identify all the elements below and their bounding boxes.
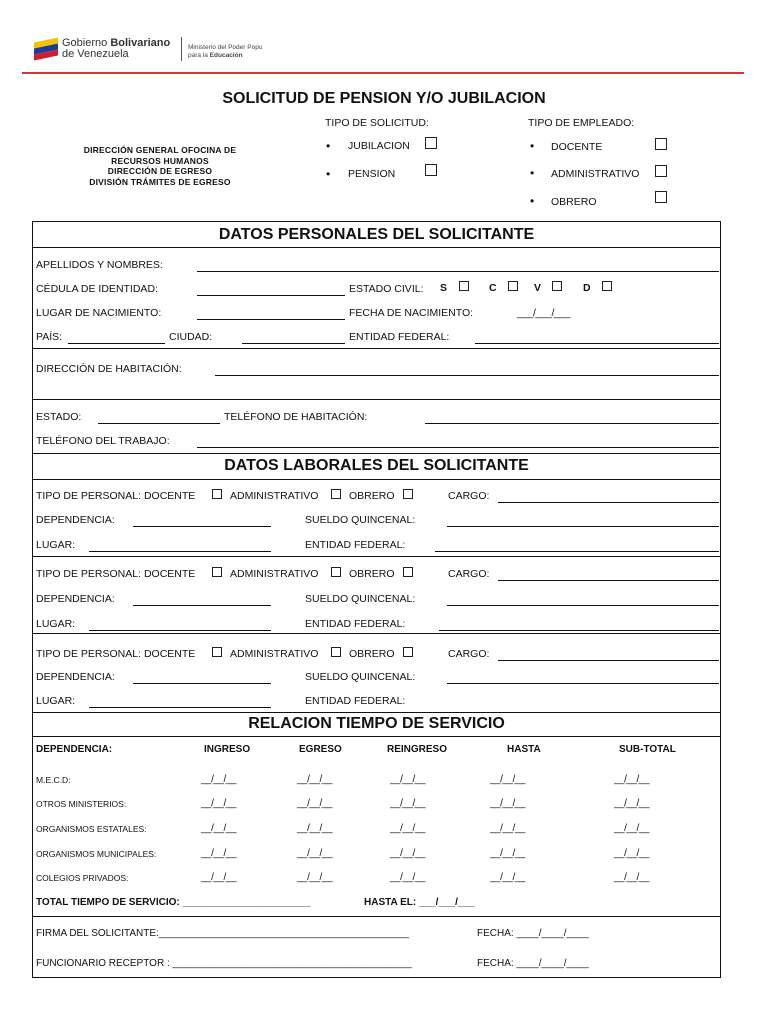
tipo-personal-label: TIPO DE PERSONAL: DOCENTE xyxy=(36,648,196,660)
estado-civil-label: ESTADO CIVIL: xyxy=(349,283,424,295)
docente-label: DOCENTE xyxy=(551,141,603,153)
subtotal-date[interactable]: __/__/__ xyxy=(614,798,649,809)
obrero-label: OBRERO xyxy=(551,196,597,208)
apellidos-field[interactable] xyxy=(197,271,719,272)
bullet: • xyxy=(326,139,331,153)
entidad-label: ENTIDAD FEDERAL: xyxy=(305,695,406,707)
obrero-label: OBRERO xyxy=(349,648,395,660)
firma-fecha-field[interactable]: FECHA: ____/____/____ xyxy=(477,928,589,939)
cargo-label: CARGO: xyxy=(448,490,490,502)
ingreso-date[interactable]: __/__/__ xyxy=(201,848,236,859)
divider xyxy=(32,736,721,737)
obrero-label: OBRERO xyxy=(349,568,395,580)
cargo-field[interactable] xyxy=(498,660,719,661)
obrero-checkbox[interactable] xyxy=(403,647,413,657)
government-logo xyxy=(34,36,294,66)
government-name: Gobierno Bolivariano de Venezuela xyxy=(62,37,171,60)
entidad-label: ENTIDAD FEDERAL: xyxy=(305,539,406,551)
direccion-label: DIRECCIÓN DE HABITACIÓN: xyxy=(36,363,182,375)
lugar-field[interactable] xyxy=(89,707,271,708)
bullet: • xyxy=(530,139,535,153)
fecha-nacimiento-label: FECHA DE NACIMIENTO: xyxy=(349,307,474,319)
col-egreso: EGRESO xyxy=(299,744,342,755)
header-rule xyxy=(22,72,744,74)
administrativo-checkbox[interactable] xyxy=(331,567,341,577)
administrativo-label: ADMINISTRATIVO xyxy=(230,568,319,580)
entidad-federal-field[interactable] xyxy=(475,343,719,344)
divider xyxy=(32,916,721,917)
docente-checkbox[interactable] xyxy=(212,567,222,577)
ingreso-date[interactable]: __/__/__ xyxy=(201,872,236,883)
docente-checkbox[interactable] xyxy=(212,647,222,657)
egreso-date[interactable]: __/__/__ xyxy=(297,774,332,785)
reingreso-date[interactable]: __/__/__ xyxy=(390,823,425,834)
ingreso-date[interactable]: __/__/__ xyxy=(201,823,236,834)
row-label: M.E.C.D: xyxy=(36,775,71,785)
telefono-habitacion-label: TELÉFONO DE HABITACIÓN: xyxy=(224,411,368,423)
egreso-date[interactable]: __/__/__ xyxy=(297,848,332,859)
obrero-checkbox[interactable] xyxy=(655,191,667,203)
entidad-label: ENTIDAD FEDERAL: xyxy=(305,618,406,630)
reingreso-date[interactable]: __/__/__ xyxy=(390,774,425,785)
direccion-field[interactable] xyxy=(215,375,719,376)
docente-checkbox[interactable] xyxy=(655,138,667,150)
personal-section-title: DATOS PERSONALES DEL SOLICITANTE xyxy=(218,226,535,243)
lugar-nacimiento-label: LUGAR DE NACIMIENTO: xyxy=(36,307,162,319)
lugar-label: LUGAR: xyxy=(36,539,76,551)
venezuela-flag-icon xyxy=(34,37,58,60)
apellidos-label: APELLIDOS Y NOMBRES: xyxy=(36,259,163,271)
sueldo-field[interactable] xyxy=(447,526,719,527)
pais-field[interactable] xyxy=(68,343,165,344)
divider xyxy=(32,348,721,349)
col-subtotal: SUB-TOTAL xyxy=(619,744,676,755)
lugar-field[interactable] xyxy=(89,630,271,631)
bullet: • xyxy=(530,194,535,208)
civil-c-checkbox[interactable] xyxy=(508,281,518,291)
divider xyxy=(32,479,721,480)
hasta-date[interactable]: __/__/__ xyxy=(490,798,525,809)
ciudad-field[interactable] xyxy=(242,343,345,344)
row-label: ORGANISMOS MUNICIPALES: xyxy=(36,849,157,859)
docente-checkbox[interactable] xyxy=(212,489,222,499)
department-block: DIRECCIÓN GENERAL OFOCINA DE RECURSOS HUMANOS DIRECCIÓN DE EGRESO DIVISIÓN TRÁMITES DE EGRESO xyxy=(83,145,237,187)
ciudad-label: CIUDAD: xyxy=(169,331,213,343)
lugar-field[interactable] xyxy=(89,551,271,552)
civil-v-checkbox[interactable] xyxy=(552,281,562,291)
reingreso-date[interactable]: __/__/__ xyxy=(390,872,425,883)
administrativo-checkbox[interactable] xyxy=(331,489,341,499)
dependencia-label: DEPENDENCIA: xyxy=(36,593,115,605)
civil-v-label: V xyxy=(534,282,542,294)
obrero-checkbox[interactable] xyxy=(403,567,413,577)
document-title: SOLICITUD DE PENSION Y/O JUBILACION xyxy=(222,90,546,107)
laboral-section-title: DATOS LABORALES DEL SOLICITANTE xyxy=(224,457,529,474)
administrativo-checkbox[interactable] xyxy=(331,647,341,657)
entidad-field[interactable] xyxy=(435,551,719,552)
ingreso-date[interactable]: __/__/__ xyxy=(201,798,236,809)
cargo-field[interactable] xyxy=(498,502,719,503)
col-hasta: HASTA xyxy=(507,744,541,755)
subtotal-date[interactable]: __/__/__ xyxy=(614,823,649,834)
col-reingreso: REINGRESO xyxy=(387,744,448,755)
sueldo-field[interactable] xyxy=(447,605,719,606)
total-tiempo-servicio[interactable]: TOTAL TIEMPO DE SERVICIO: _______________________ xyxy=(36,897,311,908)
col-dependencia: DEPENDENCIA: xyxy=(36,744,113,755)
divider xyxy=(32,633,721,634)
hasta-date[interactable]: __/__/__ xyxy=(490,848,525,859)
row-label: OTROS MINISTERIOS: xyxy=(36,799,127,809)
estado-field[interactable] xyxy=(98,423,220,424)
funcionario-fecha-field[interactable]: FECHA: ____/____/____ xyxy=(477,958,589,969)
fecha-nacimiento-field[interactable]: ___/___/___ xyxy=(517,307,570,319)
estado-label: ESTADO: xyxy=(36,411,82,423)
civil-s-checkbox[interactable] xyxy=(459,281,469,291)
col-ingreso: INGRESO xyxy=(204,744,251,755)
bullet: • xyxy=(530,166,535,180)
subtotal-date[interactable]: __/__/__ xyxy=(614,848,649,859)
divider xyxy=(32,247,721,248)
tipo-personal-label: TIPO DE PERSONAL: DOCENTE xyxy=(36,568,196,580)
administrativo-label: ADMINISTRATIVO xyxy=(551,168,640,180)
servicio-section-title: RELACION TIEMPO DE SERVICIO xyxy=(248,715,505,732)
cedula-field[interactable] xyxy=(197,295,345,296)
administrativo-label: ADMINISTRATIVO xyxy=(230,648,319,660)
administrativo-checkbox[interactable] xyxy=(655,165,667,177)
divider xyxy=(32,712,721,713)
logo-divider xyxy=(181,37,182,61)
pais-label: PAÍS: xyxy=(36,331,63,343)
civil-c-label: C xyxy=(489,282,497,294)
row-label: COLEGIOS PRIVADOS: xyxy=(36,873,129,883)
row-label: ORGANISMOS ESTATALES: xyxy=(36,824,147,834)
cargo-field[interactable] xyxy=(498,580,719,581)
ingreso-date[interactable]: __/__/__ xyxy=(201,774,236,785)
tipo-empleado-label: TIPO DE EMPLEADO: xyxy=(528,117,635,129)
dependencia-field[interactable] xyxy=(133,605,271,606)
jubilacion-label: JUBILACION xyxy=(348,140,410,152)
hasta-date[interactable]: __/__/__ xyxy=(490,774,525,785)
dependencia-label: DEPENDENCIA: xyxy=(36,514,115,526)
sueldo-field[interactable] xyxy=(447,683,719,684)
cargo-label: CARGO: xyxy=(448,568,490,580)
egreso-date[interactable]: __/__/__ xyxy=(297,798,332,809)
firma-solicitante-field[interactable]: FIRMA DEL SOLICITANTE:_____________________________________________ xyxy=(36,928,410,939)
civil-d-label: D xyxy=(583,282,591,294)
ministry-name: Ministerio del Poder Popu para la Educación xyxy=(188,44,263,59)
bullet: • xyxy=(326,167,331,181)
sueldo-label: SUELDO QUINCENAL: xyxy=(305,514,416,526)
subtotal-date[interactable]: __/__/__ xyxy=(614,774,649,785)
lugar-label: LUGAR: xyxy=(36,618,76,630)
administrativo-label: ADMINISTRATIVO xyxy=(230,490,319,502)
cargo-label: CARGO: xyxy=(448,648,490,660)
dependencia-field[interactable] xyxy=(133,683,271,684)
hasta-date[interactable]: __/__/__ xyxy=(490,872,525,883)
telefono-trabajo-label: TELÉFONO DEL TRABAJO: xyxy=(36,435,170,447)
obrero-checkbox[interactable] xyxy=(403,489,413,499)
lugar-label: LUGAR: xyxy=(36,695,76,707)
cedula-label: CÉDULA DE IDENTIDAD: xyxy=(36,283,158,295)
hasta-el-field[interactable]: HASTA EL: ___/___/___ xyxy=(364,897,475,908)
telefono-habitacion-field[interactable] xyxy=(425,423,719,424)
divider xyxy=(32,556,721,557)
dependencia-label: DEPENDENCIA: xyxy=(36,671,115,683)
jubilacion-checkbox[interactable] xyxy=(425,137,437,149)
egreso-date[interactable]: __/__/__ xyxy=(297,823,332,834)
tipo-solicitud-label: TIPO DE SOLICITUD: xyxy=(325,117,429,129)
entidad-field[interactable] xyxy=(439,630,719,631)
hasta-date[interactable]: __/__/__ xyxy=(490,823,525,834)
egreso-date[interactable]: __/__/__ xyxy=(297,872,332,883)
telefono-trabajo-field[interactable] xyxy=(197,447,719,448)
reingreso-date[interactable]: __/__/__ xyxy=(390,798,425,809)
pension-checkbox[interactable] xyxy=(425,164,437,176)
funcionario-receptor-field[interactable]: FUNCIONARIO RECEPTOR : ___________________________________________ xyxy=(36,958,412,969)
obrero-label: OBRERO xyxy=(349,490,395,502)
sueldo-label: SUELDO QUINCENAL: xyxy=(305,593,416,605)
divider xyxy=(32,453,721,454)
divider xyxy=(32,399,721,400)
tipo-personal-label: TIPO DE PERSONAL: DOCENTE xyxy=(36,490,196,502)
civil-s-label: S xyxy=(440,282,448,294)
civil-d-checkbox[interactable] xyxy=(602,281,612,291)
reingreso-date[interactable]: __/__/__ xyxy=(390,848,425,859)
dependencia-field[interactable] xyxy=(133,526,271,527)
entidad-federal-label: ENTIDAD FEDERAL: xyxy=(349,331,450,343)
pension-label: PENSION xyxy=(348,168,396,180)
sueldo-label: SUELDO QUINCENAL: xyxy=(305,671,416,683)
subtotal-date[interactable]: __/__/__ xyxy=(614,872,649,883)
lugar-nacimiento-field[interactable] xyxy=(197,319,345,320)
